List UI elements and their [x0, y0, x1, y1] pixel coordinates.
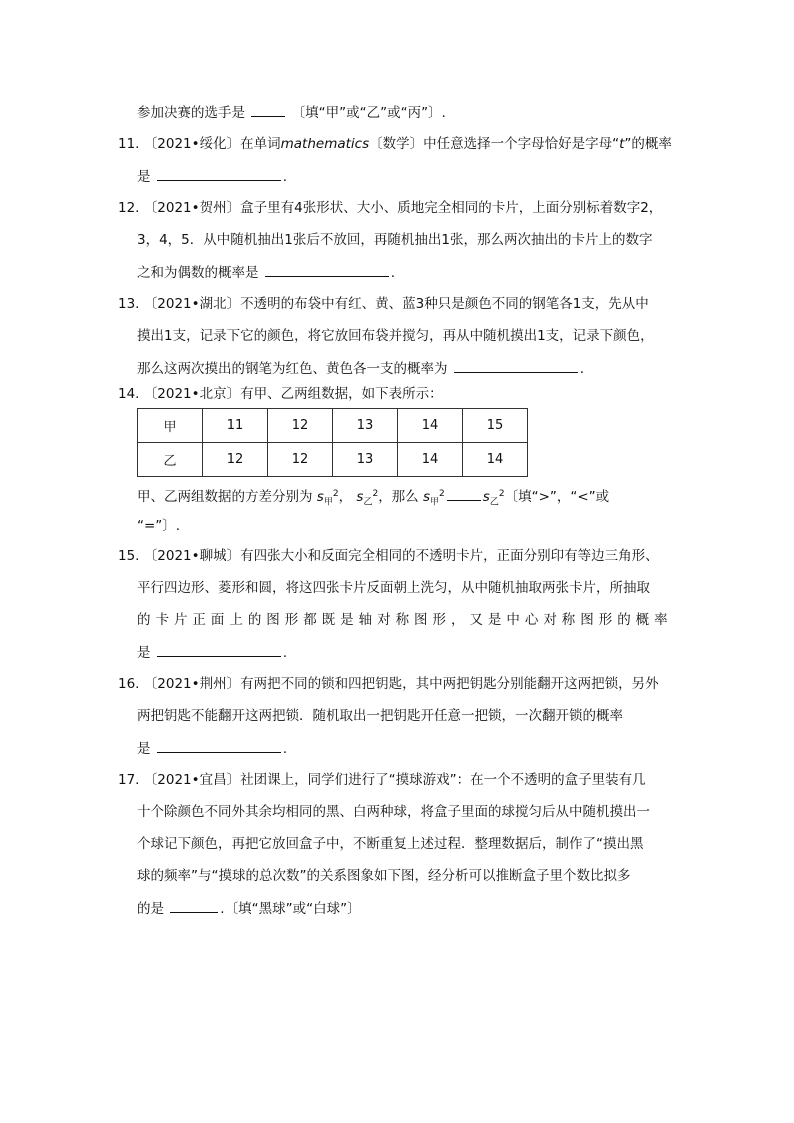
q16-line-1: 16. 〔2021•荆州〕有两把不同的锁和四把钥匙，其中两把钥匙分别能翻开这两把锁，另外 — [118, 676, 659, 692]
q11-answer-blank[interactable] — [157, 166, 281, 181]
q13-answer-blank[interactable] — [454, 358, 578, 373]
q17-number: 17. — [118, 772, 140, 788]
q17-answer-blank[interactable] — [170, 898, 218, 913]
q11-word: mathematics — [280, 136, 370, 152]
q15-number: 15. — [118, 548, 140, 564]
q16-answer-blank[interactable] — [157, 738, 281, 753]
table-row — [138, 443, 528, 477]
q17-line-4: 球的频率”与“摸球的总次数”的关系图象如下图，经分析可以推断盒子里个数比拟多 — [137, 868, 631, 884]
q10-answer-blank[interactable] — [251, 102, 285, 117]
table-cell: 14 — [463, 443, 528, 477]
q15-line-2: 平行四边形、菱形和圆，将这四张卡片反面朝上洗匀，从中随机抽取两张卡片，所抽取 — [137, 580, 650, 596]
q12-answer-blank[interactable] — [265, 262, 389, 277]
q15-line-3: 的 卡 片 正 面 上 的 图 形 都 既 是 轴 对 称 图 形 ， 又 是 中 心 对 称 图 形 的 概 率 — [137, 612, 668, 628]
q17-line-5: 的是 .〔填“黑球”或“白球”〕 — [137, 898, 361, 919]
q11-line-1: 11. 〔2021•绥化〕在单词mathematics〔数学〕中任意选择一个字母恰好是字母“t”的概率 — [118, 136, 672, 152]
table-cell: 11 — [203, 409, 268, 443]
q15-line-1: 15. 〔2021•聊城〕有四张大小和反面完全相同的不透明卡片，正面分别印有等边三角形、 — [118, 548, 659, 564]
q14-data-table — [137, 408, 528, 477]
q17-line-1: 17. 〔2021•宜昌〕社团课上，同学们进行了“摸球游戏”：在一个不透明的盒子里装有几 — [118, 772, 646, 788]
table-cell: 13 — [333, 409, 398, 443]
q14-line-3: “=”〕. — [137, 518, 181, 534]
q13-line-3: 那么这两次摸出的钢笔为红色、黄色各一支的概率为 . — [137, 358, 584, 379]
table-cell: 甲 — [138, 409, 203, 443]
q17-line-3: 个球记下颜色，再把它放回盒子中，不断重复上述过程．整理数据后，制作了“摸出黑 — [137, 836, 644, 852]
table-cell: 15 — [463, 409, 528, 443]
q13-line-2: 摸出1支，记录下它的颜色，将它放回布袋并搅匀，再从中随机摸出1支，记录下颜色， — [137, 328, 654, 344]
q12-line-2: 3，4，5．从中随机抽出1张后不放回，再随机抽出1张，那么两次抽出的卡片上的数字 — [137, 232, 653, 248]
table-cell: 14 — [398, 409, 463, 443]
q14-answer-blank[interactable] — [447, 486, 481, 501]
table-cell: 乙 — [138, 443, 203, 477]
q15-line-4: 是 . — [137, 642, 287, 663]
q13-line-1: 13. 〔2021•湖北〕不透明的布袋中有红、黄、蓝3种只是颜色不同的钢笔各1支，先从中 — [118, 296, 649, 312]
q16-number: 16. — [118, 676, 140, 692]
table-cell: 12 — [203, 443, 268, 477]
q11-number: 11. — [118, 136, 140, 152]
q11-line-2: 是 . — [137, 166, 287, 187]
table-cell: 14 — [398, 443, 463, 477]
q12-line-1: 12. 〔2021•贺州〕盒子里有4张形状、大小、质地完全相同的卡片，上面分别标着数字2， — [118, 200, 663, 216]
q17-line-2: 十个除颜色不同外其余均相同的黑、白两种球，将盒子里面的球搅匀后从中随机摸出一 — [137, 804, 650, 820]
q15-answer-blank[interactable] — [157, 642, 281, 657]
q14-line-2: 甲、乙两组数据的方差分别为 $s_甲^2$， $s_乙^2$，那么 $s_甲^2$ $s_乙^2$〔填“>”，“<”或 — [137, 484, 609, 513]
q14-line-1: 14. 〔2021•北京〕有甲、乙两组数据，如下表所示： — [118, 386, 443, 402]
table-row — [138, 409, 528, 443]
table-cell: 12 — [268, 443, 333, 477]
q12-number: 12. — [118, 200, 140, 216]
q14-number: 14. — [118, 386, 140, 402]
table-cell: 12 — [268, 409, 333, 443]
q10-line: 参加决赛的选手是 〔填“甲”或“乙”或“丙”〕. — [137, 102, 446, 123]
q12-line-3: 之和为偶数的概率是 . — [137, 262, 395, 283]
q13-number: 13. — [118, 296, 140, 312]
q16-line-3: 是 . — [137, 738, 287, 759]
table-cell: 13 — [333, 443, 398, 477]
q16-line-2: 两把钥匙不能翻开这两把锁．随机取出一把钥匙开任意一把锁，一次翻开锁的概率 — [137, 708, 623, 724]
